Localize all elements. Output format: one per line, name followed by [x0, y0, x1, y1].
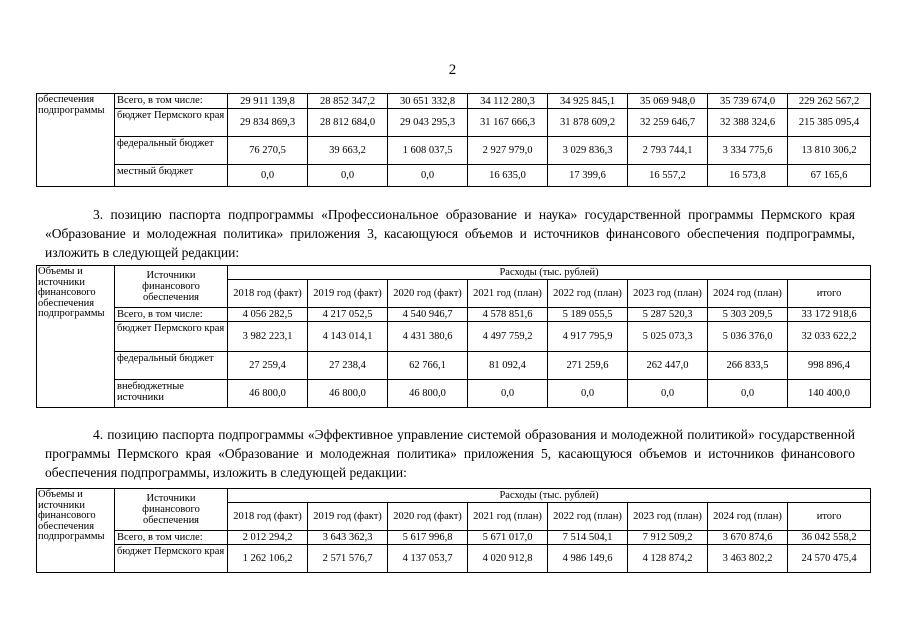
value-cell: 36 042 558,2 — [788, 531, 871, 545]
financing-table-continued — [36, 93, 871, 187]
value-cell: 140 400,0 — [788, 380, 871, 408]
value-cell: 5 617 996,8 — [388, 531, 468, 545]
source-label: внебюджетные источники — [115, 380, 228, 408]
value-cell: 3 334 775,6 — [708, 137, 788, 165]
value-cell: 34 112 280,3 — [468, 94, 548, 109]
value-cell: 266 833,5 — [708, 352, 788, 380]
value-cell: 81 092,4 — [468, 352, 548, 380]
value-cell: 32 259 646,7 — [628, 109, 708, 137]
value-cell: 46 800,0 — [388, 380, 468, 408]
value-cell: 3 029 836,3 — [548, 137, 628, 165]
year-header: 2020 год (факт) — [388, 503, 468, 531]
value-cell: 29 834 869,3 — [228, 109, 308, 137]
value-cell: 5 303 209,5 — [708, 308, 788, 322]
side-label: Объемы и источники финансового обеспечения подпрограммы — [37, 266, 115, 408]
value-cell: 31 878 609,2 — [548, 109, 628, 137]
table-row — [37, 322, 871, 352]
value-cell: 7 514 504,1 — [548, 531, 628, 545]
source-label: Всего, в том числе: — [115, 531, 228, 545]
value-cell: 3 982 223,1 — [228, 322, 308, 352]
year-header: 2018 год (факт) — [228, 503, 308, 531]
source-label: федеральный бюджет — [115, 137, 228, 165]
sources-header: Источники финансового обеспечения — [115, 266, 228, 308]
source-label: бюджет Пермского края — [115, 545, 228, 573]
page-number: 2 — [448, 62, 457, 78]
value-cell: 271 259,6 — [548, 352, 628, 380]
value-cell: 5 036 376,0 — [708, 322, 788, 352]
value-cell: 16 573,8 — [708, 165, 788, 187]
value-cell: 35 739 674,0 — [708, 94, 788, 109]
value-cell: 5 025 073,3 — [628, 322, 708, 352]
financing-table-education-management — [36, 488, 871, 573]
value-cell: 76 270,5 — [228, 137, 308, 165]
value-cell: 4 128 874,2 — [628, 545, 708, 573]
value-cell: 2 927 979,0 — [468, 137, 548, 165]
value-cell: 28 812 684,0 — [308, 109, 388, 137]
source-label: Всего, в том числе: — [115, 94, 228, 109]
year-header: 2020 год (факт) — [388, 280, 468, 308]
year-header: 2024 год (план) — [708, 503, 788, 531]
table-row — [37, 352, 871, 380]
value-cell: 0,0 — [468, 380, 548, 408]
value-cell: 4 431 380,6 — [388, 322, 468, 352]
value-cell: 4 497 759,2 — [468, 322, 548, 352]
value-cell: 5 189 055,5 — [548, 308, 628, 322]
value-cell: 0,0 — [308, 165, 388, 187]
value-cell: 215 385 095,4 — [788, 109, 871, 137]
table-row — [37, 94, 871, 109]
value-cell: 2 793 744,1 — [628, 137, 708, 165]
value-cell: 2 012 294,2 — [228, 531, 308, 545]
year-header: 2019 год (факт) — [308, 280, 388, 308]
source-label: бюджет Пермского края — [115, 322, 228, 352]
value-cell: 13 810 306,2 — [788, 137, 871, 165]
value-cell: 67 165,6 — [788, 165, 871, 187]
year-header: 2022 год (план) — [548, 503, 628, 531]
paragraph-item-3: 3. позицию паспорта подпрограммы «Профессиональное образование и наука» государственной программы Пермского края «Образование и молодежная политика» приложения 3, касающуюся объемов и источников финансового обеспечения подпрограммы, изложить в следующей редакции: — [45, 207, 855, 260]
table-row — [37, 545, 871, 573]
header-row — [37, 266, 871, 280]
value-cell: 46 800,0 — [228, 380, 308, 408]
year-header: 2023 год (план) — [628, 280, 708, 308]
value-cell: 0,0 — [548, 380, 628, 408]
value-cell: 24 570 475,4 — [788, 545, 871, 573]
value-cell: 2 571 576,7 — [308, 545, 388, 573]
year-header: итого — [788, 503, 871, 531]
source-label: федеральный бюджет — [115, 352, 228, 380]
value-cell: 7 912 509,2 — [628, 531, 708, 545]
value-cell: 27 238,4 — [308, 352, 388, 380]
value-cell: 32 388 324,6 — [708, 109, 788, 137]
value-cell: 16 557,2 — [628, 165, 708, 187]
table-row — [37, 109, 871, 137]
value-cell: 39 663,2 — [308, 137, 388, 165]
value-cell: 29 043 295,3 — [388, 109, 468, 137]
value-cell: 4 020 912,8 — [468, 545, 548, 573]
value-cell: 4 143 014,1 — [308, 322, 388, 352]
paragraph-item-4: 4. позицию паспорта подпрограммы «Эффективное управление системой образования и молодежной политикой» государственной программы Пермского края «Образование и молодежная политика» приложения 5, касающуюся объемов и источников финансового обеспечения подпрограммы, изложить в следующей редакции: — [45, 427, 855, 480]
value-cell: 5 671 017,0 — [468, 531, 548, 545]
value-cell: 4 137 053,7 — [388, 545, 468, 573]
source-label: Всего, в том числе: — [115, 308, 228, 322]
value-cell: 3 643 362,3 — [308, 531, 388, 545]
value-cell: 31 167 666,3 — [468, 109, 548, 137]
value-cell: 46 800,0 — [308, 380, 388, 408]
value-cell: 33 172 918,6 — [788, 308, 871, 322]
value-cell: 5 287 520,3 — [628, 308, 708, 322]
side-label: Объемы и источники финансового обеспечения подпрограммы — [37, 489, 115, 573]
value-cell: 16 635,0 — [468, 165, 548, 187]
year-header: 2024 год (план) — [708, 280, 788, 308]
value-cell: 35 069 948,0 — [628, 94, 708, 109]
value-cell: 4 986 149,6 — [548, 545, 628, 573]
value-cell: 4 578 851,6 — [468, 308, 548, 322]
value-cell: 1 262 106,2 — [228, 545, 308, 573]
value-cell: 1 608 037,5 — [388, 137, 468, 165]
expenses-header: Расходы (тыс. рублей) — [228, 489, 871, 503]
value-cell: 30 651 332,8 — [388, 94, 468, 109]
table-row — [37, 531, 871, 545]
year-header: 2023 год (план) — [628, 503, 708, 531]
value-cell: 0,0 — [628, 380, 708, 408]
value-cell: 998 896,4 — [788, 352, 871, 380]
year-header: итого — [788, 280, 871, 308]
year-header: 2021 год (план) — [468, 503, 548, 531]
value-cell: 29 911 139,8 — [228, 94, 308, 109]
year-header: 2019 год (факт) — [308, 503, 388, 531]
value-cell: 0,0 — [708, 380, 788, 408]
table-row — [37, 308, 871, 322]
value-cell: 4 056 282,5 — [228, 308, 308, 322]
value-cell: 32 033 622,2 — [788, 322, 871, 352]
table-row — [37, 137, 871, 165]
expenses-header: Расходы (тыс. рублей) — [228, 266, 871, 280]
value-cell: 0,0 — [388, 165, 468, 187]
value-cell: 62 766,1 — [388, 352, 468, 380]
financing-table-professional-education — [36, 265, 871, 408]
source-label: местный бюджет — [115, 165, 228, 187]
table-row — [37, 165, 871, 187]
value-cell: 34 925 845,1 — [548, 94, 628, 109]
value-cell: 0,0 — [228, 165, 308, 187]
sources-header: Источники финансового обеспечения — [115, 489, 228, 531]
value-cell: 4 217 052,5 — [308, 308, 388, 322]
table-row — [37, 380, 871, 408]
value-cell: 28 852 347,2 — [308, 94, 388, 109]
header-row — [37, 489, 871, 503]
year-header: 2018 год (факт) — [228, 280, 308, 308]
value-cell: 17 399,6 — [548, 165, 628, 187]
value-cell: 4 540 946,7 — [388, 308, 468, 322]
value-cell: 4 917 795,9 — [548, 322, 628, 352]
value-cell: 3 670 874,6 — [708, 531, 788, 545]
year-header: 2021 год (план) — [468, 280, 548, 308]
value-cell: 3 463 802,2 — [708, 545, 788, 573]
side-label: обеспечения подпрограммы — [37, 94, 115, 187]
value-cell: 27 259,4 — [228, 352, 308, 380]
year-header: 2022 год (план) — [548, 280, 628, 308]
value-cell: 262 447,0 — [628, 352, 708, 380]
value-cell: 229 262 567,2 — [788, 94, 871, 109]
source-label: бюджет Пермского края — [115, 109, 228, 137]
